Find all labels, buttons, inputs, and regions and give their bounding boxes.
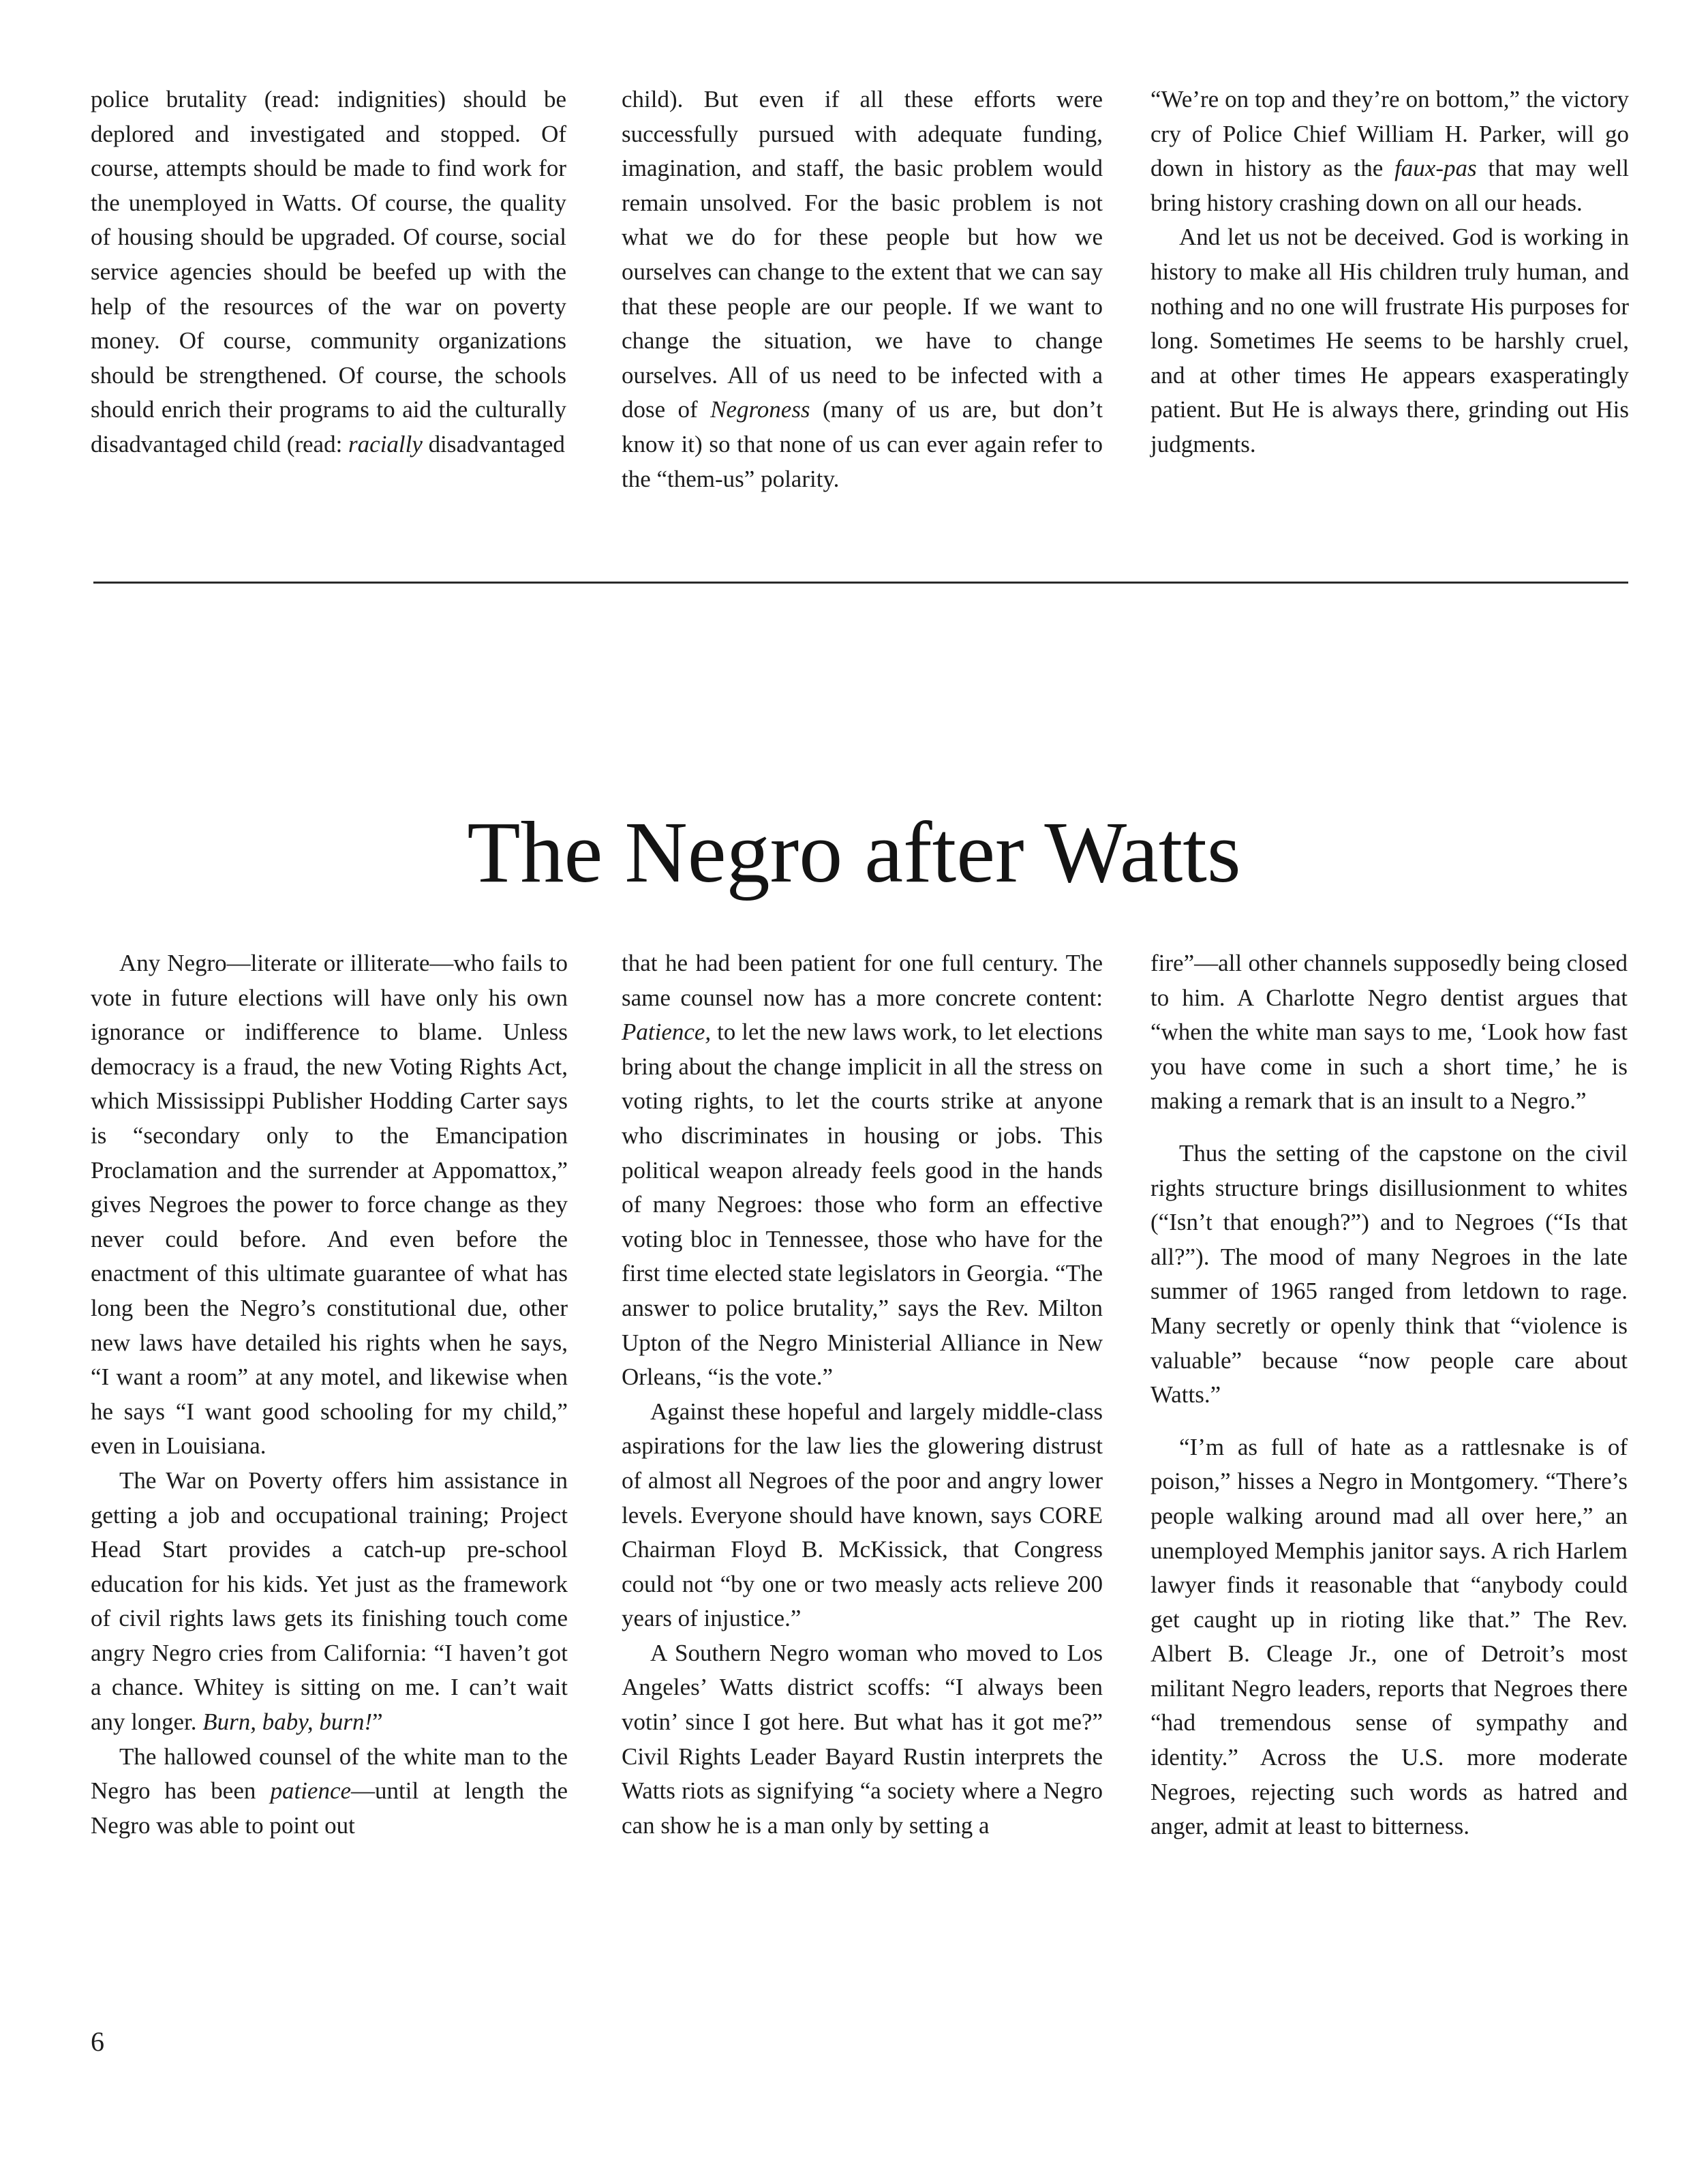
text-run: (many of us are, but don’t know it) so that none of us can ever again refer to the “them-us” polarity. (622, 396, 1103, 492)
paragraph (91, 946, 568, 1464)
italic-run: faux-pas (1394, 155, 1477, 182)
text-run: to let the new laws work, to let elections bring about the change implicit in all the stress on voting rights, to let the courts strike at anyone who discriminates in housing or jobs. This political weapon already feels good in the hands of many Negroes: those who form an effective voting bloc in Tennessee, those who have for the first time elected state legislators in Georgia. “The answer to police brutality,” says the Rev. Milton Upton of the Negro Ministerial Alliance in New Orleans, “is the vote.” (622, 1019, 1103, 1391)
text-run: Any Negro—literate or illiterate—who fails to vote in future elections will have only his own ignorance or indifference to blame. Unless democracy is a fraud, the new Voting Rights Act, which Mississippi Publisher Hodding Carter says is “secondary only to the Emancipation Proclamation and the surrender at Appomattox,” gives Negroes the power to force change as they never could before. And even before the enactment of this ultimate guarantee of what has long been the Negro’s constitutional due, other new laws have detailed his rights when he says, “I want a room” at any motel, and likewise when he says “I want good schooling for my child,” even in Louisiana. (91, 950, 568, 1460)
italic-run: Patience, (622, 1019, 712, 1046)
italic-run: patience (270, 1777, 352, 1805)
section-divider-rule (93, 582, 1628, 584)
text-run: disadvantaged (422, 430, 565, 457)
italic-run: Burn, baby, burn! (202, 1708, 373, 1736)
text-run: Thus the setting of the capstone on the civil rights structure brings disillusionment to whites (“Isn’t that enough?”) and to Negroes (“Is that all?”). The mood of many Negroes in the late summer of 1965 ranged from letdown to rage. Many secretly or openly think that “violence is valuable” because “now people care about Watts.” (1150, 1139, 1628, 1409)
paragraph (1150, 220, 1629, 462)
text-run: —until at length the Negro was able to point out (91, 1777, 568, 1839)
text-run: ” (372, 1708, 383, 1736)
page-number: 6 (91, 2026, 104, 2057)
paragraph (1150, 946, 1628, 1119)
article-column-2 (622, 946, 1103, 1843)
top-column-1 (91, 82, 566, 462)
paragraph (91, 1740, 568, 1843)
text-run: police brutality (read: indignities) should be deplored and investigated and stopped. Of course, attempts should be made to find work for the unemployed in Watts. Of course, the quality of housing should be upgraded. Of course, social service agencies should be beefed up with the help of the resources of the war on poverty money. Of course, community organizations should be strengthened. Of course, the schools should enrich their programs to aid the culturally disadvantaged child (read: (91, 86, 566, 457)
paragraph (622, 82, 1103, 496)
paragraph (1150, 1136, 1628, 1413)
italic-run: racially (348, 430, 423, 457)
text-run: child). But even if all these efforts were successfully pursued with adequate funding, imagination, and staff, the basic problem would remain unsolved. For the basic problem is not what we do for these people but how we ourselves can change to the extent that we can say that these people are our people. If we want to change the situation, we have to change ourselves. All of us need to be infected with a dose of (622, 86, 1103, 423)
top-column-3 (1150, 82, 1629, 462)
paragraph (622, 1636, 1103, 1843)
article-column-1 (91, 946, 568, 1843)
text-run: that he had been patient for one full century. The same counsel now has a more concrete content: (622, 950, 1103, 1011)
text-run: And let us not be deceived. God is working in history to make all His children truly human, and nothing and no one will frustrate His purposes for long. Sometimes He seems to be harshly cruel, and at other times He appears exasperatingly patient. But He is always there, grinding out His judgments. (1150, 224, 1629, 457)
text-run: A Southern Negro woman who moved to Los Angeles’ Watts district scoffs: “I always been votin’ since I got here. But what has it got me?” Civil Rights Leader Bayard Rustin interprets the Watts riots as signifying “a society where a Negro can show he is a man only by setting a (622, 1639, 1103, 1839)
paragraph (622, 1395, 1103, 1636)
text-run: “I’m as full of hate as a rattlesnake is of poison,” hisses a Negro in Montgomery. “There’s people walking around mad all over here,” an unemployed Memphis janitor says. A rich Harlem lawyer finds it reasonable that “anybody could get caught up in rioting like that.” The Rev. Albert B. Cleage Jr., one of Detroit’s most militant Negro leaders, reports that Negroes there “had tremendous sense of sympathy and identity.” Across the U.S. more moderate Negroes, rejecting such words as hatred and anger, admit at least to bitterness. (1150, 1433, 1628, 1840)
text-run: The War on Poverty offers him assistance in getting a job and occupational training; Project Head Start provides a catch-up pre-school education for his kids. Yet just as the framework of civil rights laws gets its finishing touch come angry Negro cries from California: “I haven’t got a chance. Whitey is sitting on me. I can’t wait any longer. (91, 1466, 568, 1736)
text-run: fire”—all other channels supposedly being closed to him. A Charlotte Negro dentist argues that “when the white man says to me, ‘Look how fast you have come in such a short time,’ he is making a remark that is an insult to a Negro.” (1150, 950, 1628, 1115)
paragraph (622, 946, 1103, 1395)
text-run: “We’re on top and they’re on bottom,” the victory cry of Police Chief William H. Parker, will go down in history as the (1150, 86, 1629, 182)
paragraph (1150, 1430, 1628, 1844)
paragraph (1150, 82, 1629, 220)
paragraph (91, 1464, 568, 1740)
top-column-2 (622, 82, 1103, 496)
article-headline: The Negro after Watts (467, 804, 1241, 901)
article-column-3 (1150, 946, 1628, 1844)
paragraph (91, 82, 566, 462)
text-run: that may well bring history crashing down on all our heads. (1150, 155, 1629, 216)
italic-run: Negroness (710, 396, 810, 423)
text-run: Against these hopeful and largely middle-class aspirations for the law lies the glowering distrust of almost all Negroes of the poor and angry lower levels. Everyone should have known, says CORE Chairman Floyd B. McKissick, that Congress could not “by one or two measly acts relieve 200 years of injustice.” (622, 1398, 1103, 1632)
text-run: The hallowed counsel of the white man to the Negro has been (91, 1743, 568, 1805)
